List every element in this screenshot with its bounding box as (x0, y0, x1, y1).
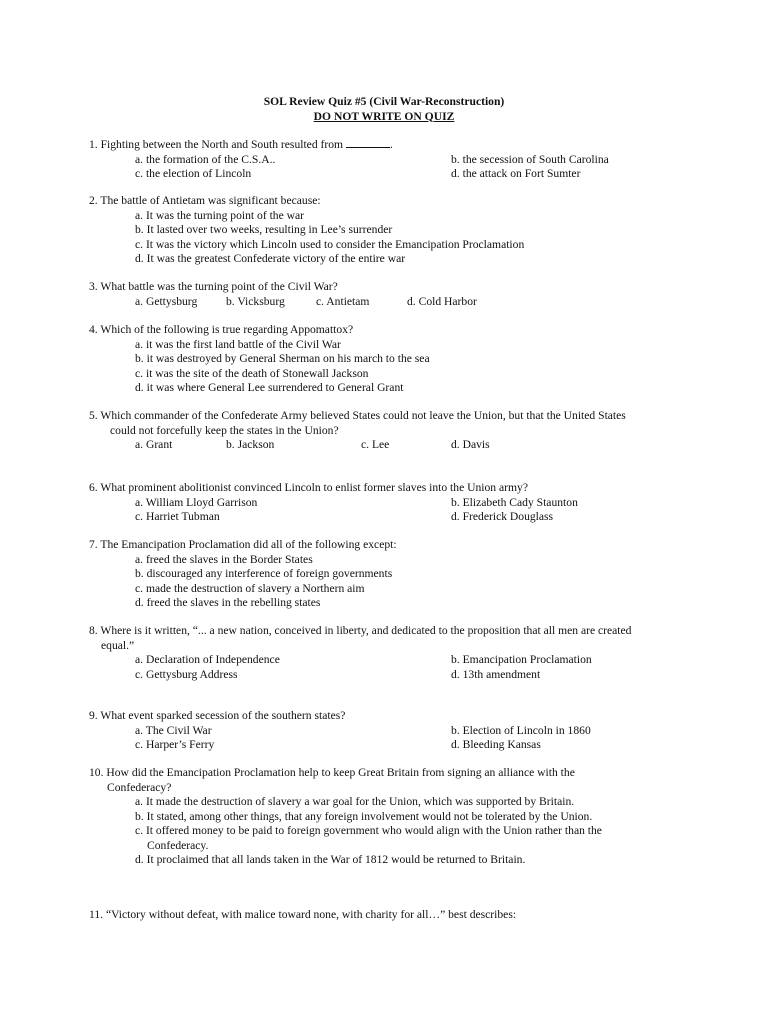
option-row (89, 510, 659, 525)
option-c: c. Lee (361, 438, 390, 451)
question-2-stem: 2. The battle of Antietam was significant because: (89, 194, 321, 207)
question-9-stem: 9. What event sparked secession of the southern states? (89, 709, 346, 722)
question-10-stem-continued: Confederacy? (107, 780, 172, 794)
option-b: b. Emancipation Proclamation (451, 653, 592, 666)
question-1-stem-end: . (389, 138, 393, 151)
option-c: c. It offered money to be paid to foreign government who would align with the Union rather than the (135, 824, 602, 837)
option-c: c. Harper’s Ferry (135, 738, 215, 751)
option-row (89, 153, 659, 168)
option-d: d. It was the greatest Confederate victory of the entire war (135, 252, 406, 265)
question-6 (89, 481, 659, 525)
option-b: b. Vicksburg (226, 294, 285, 308)
quiz-title: SOL Review Quiz #5 (Civil War-Reconstruction) (263, 95, 505, 108)
option-c: c. Antietam (316, 294, 370, 308)
question-6-stem: 6. What prominent abolitionist convinced Lincoln to enlist former slaves into the Union army? (89, 481, 528, 494)
question-8 (89, 624, 659, 682)
option-d: d. Bleeding Kansas (451, 738, 541, 751)
question-7-stem: 7. The Emancipation Proclamation did all of the following except: (89, 538, 397, 551)
option-row (89, 438, 659, 453)
option-row (89, 738, 659, 753)
question-5 (89, 409, 659, 453)
option-b: b. Elizabeth Cady Staunton (451, 495, 578, 509)
option-a: a. Gettysburg (135, 294, 198, 308)
option-c: c. made the destruction of slavery a Northern aim (135, 581, 365, 595)
question-2 (89, 194, 659, 267)
question-3-stem: 3. What battle was the turning point of the Civil War? (89, 280, 338, 293)
option-b: b. Jackson (226, 438, 275, 451)
question-11 (89, 908, 659, 923)
option-a: a. it was the first land battle of the Civil War (135, 337, 341, 351)
option-d: d. It proclaimed that all lands taken in the War of 1812 would be returned to Britain. (135, 853, 526, 866)
option-c: c. it was the site of the death of Stonewall Jackson (135, 366, 369, 380)
option-row (89, 295, 659, 310)
do-not-write-warning: DO NOT WRITE ON QUIZ (313, 109, 455, 123)
option-row (89, 496, 659, 511)
option-a: a. The Civil War (135, 723, 212, 737)
question-1-stem-text: 1. Fighting between the North and South resulted from (89, 138, 346, 151)
option-row (89, 724, 659, 739)
quiz-header (0, 95, 768, 124)
option-b: b. It lasted over two weeks, resulting in Lee’s surrender (135, 223, 393, 236)
question-10 (89, 766, 659, 868)
question-1-stem (89, 137, 659, 153)
option-d: d. freed the slaves in the rebelling states (135, 596, 321, 609)
option-d: d. Frederick Douglass (451, 510, 554, 523)
question-1 (89, 137, 659, 182)
question-4 (89, 323, 659, 396)
question-9 (89, 709, 659, 753)
option-a: a. It made the destruction of slavery a war goal for the Union, which was supported by Britain. (135, 795, 575, 808)
option-b: b. discouraged any interference of foreign governments (135, 567, 393, 580)
option-c-continued: Confederacy. (147, 838, 209, 852)
option-a: a. Grant (135, 438, 173, 451)
question-4-stem: 4. Which of the following is true regarding Appomattox? (89, 323, 354, 336)
option-d: d. it was where General Lee surrendered to General Grant (135, 381, 404, 394)
question-8-stem-continued: equal.” (101, 638, 135, 652)
option-row (89, 167, 659, 182)
option-b: b. it was destroyed by General Sherman on his march to the sea (135, 352, 430, 365)
option-b: b. Election of Lincoln in 1860 (451, 723, 591, 737)
question-5-stem: 5. Which commander of the Confederate Army believed States could not leave the Union, but that the United States (89, 409, 626, 422)
option-d: d. Cold Harbor (407, 294, 477, 308)
question-7 (89, 538, 659, 611)
option-a: a. William Lloyd Garrison (135, 495, 258, 509)
option-d: d. Davis (451, 438, 490, 451)
option-d: d. 13th amendment (451, 667, 541, 681)
option-a: a. Declaration of Independence (135, 653, 280, 666)
option-c: c. It was the victory which Lincoln used to consider the Emancipation Proclamation (135, 237, 525, 251)
option-b: b. the secession of South Carolina (451, 152, 609, 166)
question-11-stem: 11. “Victory without defeat, with malice toward none, with charity for all…” best describes: (89, 908, 517, 921)
option-a: a. It was the turning point of the war (135, 208, 305, 222)
option-a: a. freed the slaves in the Border States (135, 552, 313, 566)
option-c: c. Gettysburg Address (135, 667, 238, 681)
option-a: a. the formation of the C.S.A.. (135, 152, 276, 166)
option-c: c. Harriet Tubman (135, 510, 220, 523)
question-8-stem: 8. Where is it written, “... a new nation, conceived in liberty, and dedicated to the proposition that all men are created (89, 624, 632, 637)
question-10-stem: 10. How did the Emancipation Proclamation help to keep Great Britain from signing an alliance with the (89, 766, 575, 779)
question-5-stem-continued: could not forcefully keep the states in the Union? (110, 423, 339, 437)
option-row (89, 653, 659, 668)
option-c: c. the election of Lincoln (135, 167, 252, 180)
option-d: d. the attack on Fort Sumter (451, 167, 581, 180)
question-3 (89, 280, 659, 309)
option-b: b. It stated, among other things, that any foreign involvement would not be tolerated by the Union. (135, 809, 593, 823)
answer-blank (346, 137, 390, 148)
option-row (89, 668, 659, 683)
